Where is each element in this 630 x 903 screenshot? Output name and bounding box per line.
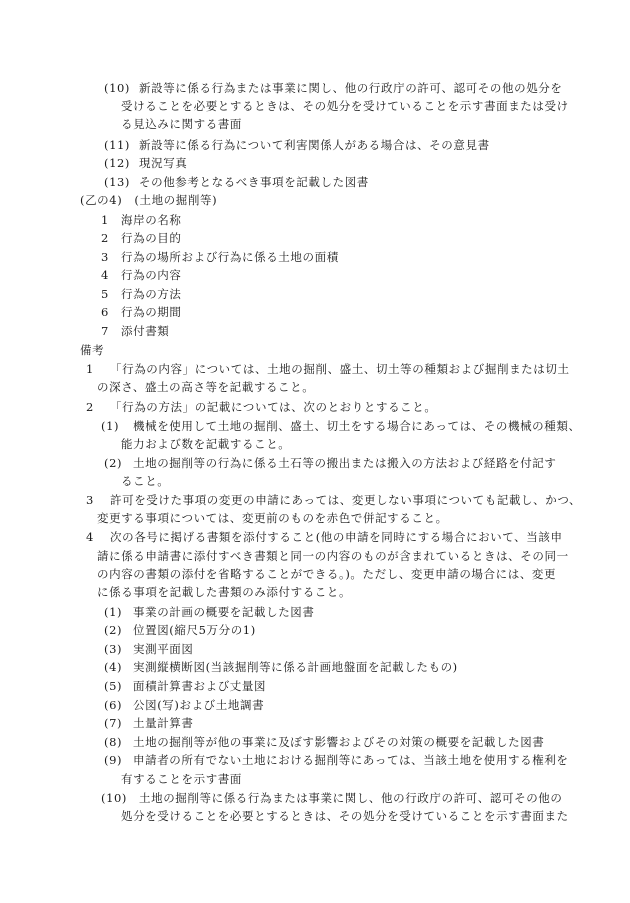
- field-number: 1: [101, 213, 109, 227]
- remark-text: の内容の書類の添付を省略することができる。)。ただし、変更申請の場合には、変更: [97, 567, 557, 581]
- field-label: 行為の方法: [121, 287, 182, 301]
- item-number: (10): [104, 81, 131, 95]
- sub-item-text: 土地の掘削等に係る行為または事業に関し、他の行政庁の許可、認可その他の: [139, 791, 563, 805]
- item-number: (12): [104, 156, 131, 170]
- item-text: 現況写真: [139, 156, 188, 170]
- sub-item-text: 公図(写)および土地調書: [133, 698, 265, 712]
- field-label: 行為の場所および行為に係る土地の面積: [121, 250, 339, 264]
- item-number: (11): [104, 138, 131, 152]
- remark-number: 3: [86, 493, 94, 507]
- remark-number: 2: [86, 400, 94, 414]
- field-number: 3: [101, 250, 109, 264]
- sub-item-number: (5): [104, 679, 123, 693]
- sub-item-number: (4): [104, 660, 123, 674]
- remarks-heading: 備考: [80, 343, 105, 357]
- sub-item-number: (2): [104, 623, 123, 637]
- sub-item-number: (3): [104, 642, 123, 656]
- field-number: 5: [101, 287, 109, 301]
- sub-item-text: 実測縦横断図(当該掘削等に係る計画地盤面を記載したもの): [133, 660, 458, 674]
- field-label: 海岸の名称: [121, 213, 182, 227]
- sub-item-text: 申請者の所有でない土地における掘削等にあっては、当該土地を使用する権利を: [133, 753, 569, 767]
- sub-item-number: (7): [104, 716, 123, 730]
- field-number: 2: [101, 231, 109, 245]
- sub-item-text: 土量計算書: [133, 716, 194, 730]
- item-text: 新設等に係る行為について利害関係人がある場合は、その意見書: [139, 138, 490, 152]
- field-label: 添付書類: [121, 324, 170, 338]
- sub-item-text: ること。: [121, 474, 170, 488]
- remark-text: 請に係る申請書に添付すべき書類と同一の内容のものが含まれているときは、その同一: [97, 549, 569, 563]
- sub-item-text: 面積計算書および丈量図: [133, 679, 267, 693]
- sub-item-text: 処分を受けることを必要とするときは、その処分を受けていることを示す書面また: [121, 809, 569, 823]
- remark-text: 次の各号に掲げる書類を添付すること(他の申請を同時にする場合において、当該申: [110, 530, 563, 544]
- sub-item-number: (6): [104, 698, 123, 712]
- item-text: 受けることを必要とするときは、その処分を受けていることを示す書面または受け: [121, 99, 569, 113]
- item-number: (13): [104, 175, 131, 189]
- remark-number: 1: [86, 362, 94, 376]
- section-heading: (乙の4) (土地の掘削等): [80, 193, 218, 207]
- sub-item-text: 位置図(縮尺5万分の1): [133, 623, 256, 637]
- sub-item-number: (1): [104, 605, 123, 619]
- field-label: 行為の内容: [121, 268, 182, 282]
- item-text: その他参考となるべき事項を記載した図書: [139, 175, 369, 189]
- sub-item-number: (8): [104, 735, 123, 749]
- sub-item-text: 機械を使用して土地の掘削、盛土、切土をする場合にあっては、その機械の種類、: [133, 419, 581, 433]
- item-text: 新設等に係る行為または事業に関し、他の行政庁の許可、認可その他の処分を: [139, 81, 563, 95]
- remark-text: 「行為の内容」については、土地の掘削、盛土、切土等の種類および掘削または切土: [110, 362, 570, 376]
- remark-text: 変更する事項については、変更前のものを赤色で併記すること。: [97, 511, 448, 525]
- remark-text: に係る事項を記載した書類のみ添付すること。: [97, 585, 352, 599]
- remark-text: 許可を受けた事項の変更の申請にあっては、変更しない事項についても記載し、かつ、: [110, 493, 582, 507]
- field-number: 4: [101, 268, 109, 282]
- field-label: 行為の目的: [121, 231, 182, 245]
- sub-item-number: (10): [101, 791, 128, 805]
- field-number: 7: [101, 324, 109, 338]
- remark-text: 「行為の方法」の記載については、次のとおりとすること。: [110, 400, 437, 414]
- sub-item-number: (2): [104, 456, 123, 470]
- sub-item-text: 実測平面図: [133, 642, 194, 656]
- item-text: る見込みに関する書面: [121, 117, 242, 131]
- sub-item-text: 土地の掘削等が他の事業に及ぼす影響およびその対策の概要を記載した図書: [133, 735, 545, 749]
- sub-item-text: 有することを示す書面: [121, 772, 242, 786]
- sub-item-text: 事業の計画の概要を記載した図書: [133, 605, 315, 619]
- field-label: 行為の期間: [121, 305, 182, 319]
- sub-item-text: 能力および数を記載すること。: [121, 437, 291, 451]
- sub-item-text: 土地の掘削等の行為に係る土石等の搬出または搬入の方法および経路を付記す: [133, 456, 557, 470]
- sub-item-number: (1): [101, 419, 120, 433]
- sub-item-number: (9): [104, 753, 123, 767]
- remark-number: 4: [86, 530, 94, 544]
- remark-text: の深さ、盛土の高さ等を記載すること。: [97, 380, 315, 394]
- field-number: 6: [101, 305, 109, 319]
